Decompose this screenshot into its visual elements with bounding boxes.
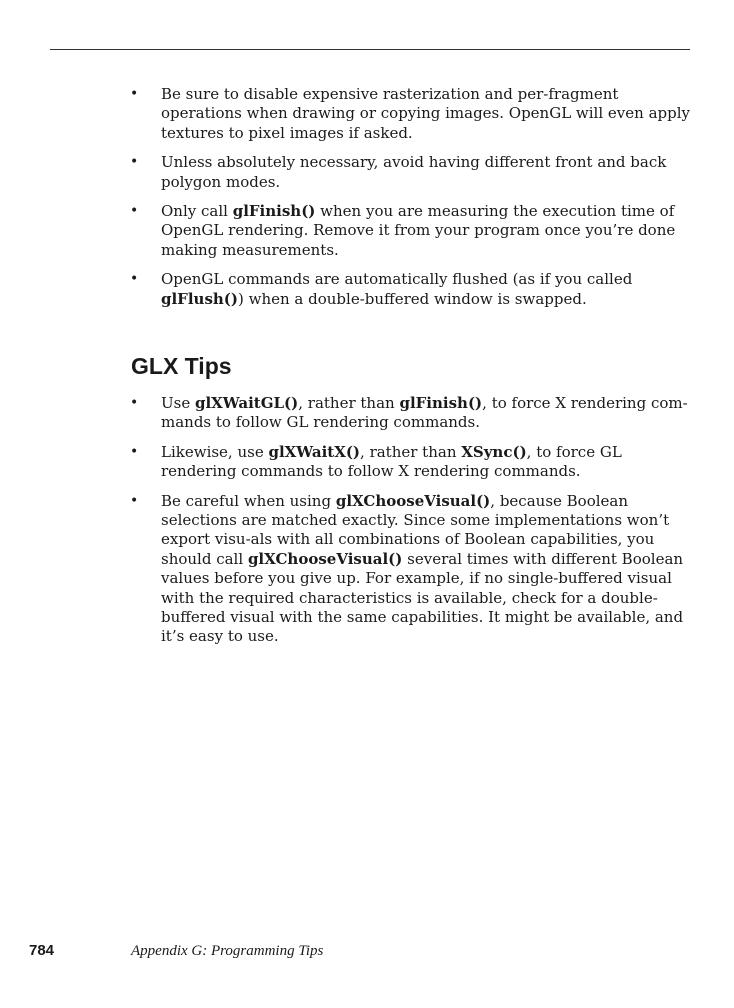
list-item	[130, 492, 692, 647]
bullet-icon: •	[130, 154, 139, 171]
text-run: Use	[161, 394, 195, 412]
text-run: Only call	[161, 202, 233, 221]
bullet-icon: •	[130, 492, 139, 509]
function-name: XSync()	[461, 442, 527, 461]
text-run: Be sure to disable expensive rasterization and per-fragment operations when drawing or copying images. OpenGL will even apply textures to pixel images if asked.	[161, 85, 690, 142]
list-item	[130, 202, 692, 260]
text-run: , to force GL rendering commands to follow X rendering commands.	[161, 442, 622, 481]
text-run: ) when a double-buffered window is swapped.	[238, 289, 587, 308]
function-name: glXWaitX()	[268, 442, 361, 461]
text-run: Unless absolutely necessary, avoid having different front and back polygon modes.	[161, 153, 667, 191]
item-text	[161, 85, 690, 142]
text-run: Likewise, use	[161, 442, 269, 461]
running-head: Appendix G: Programming Tips	[131, 943, 324, 959]
page-number: 784	[29, 942, 55, 959]
glx-tips-list	[130, 394, 692, 657]
text-run: , rather than	[360, 442, 462, 461]
item-text	[161, 153, 666, 190]
bullet-icon: •	[130, 443, 139, 460]
item-text	[161, 202, 675, 259]
bullet-icon: •	[130, 86, 139, 102]
list-item	[130, 153, 692, 192]
item-text	[161, 492, 683, 646]
text-run: , rather than	[298, 394, 400, 412]
text-run: OpenGL commands are automatically flushed (as if you called	[161, 270, 633, 289]
tips-list	[130, 85, 692, 319]
bullet-icon: •	[130, 395, 139, 411]
text-run: , to force X rendering com-mands to follow GL rendering commands.	[161, 394, 688, 432]
header-rule	[50, 49, 690, 50]
section-heading: GLX Tips	[131, 353, 232, 379]
function-name: glXChooseVisual()	[335, 491, 491, 510]
function-name: glFinish()	[399, 394, 483, 412]
bullet-icon: •	[130, 203, 139, 220]
page-footer	[0, 942, 734, 964]
list-item	[130, 443, 692, 482]
list-item	[130, 394, 692, 433]
text-run: , because Boolean selections are matched exactly. Since some implementations won’t export visu-als with all combinations of Boolean capabilities, you should call	[161, 491, 670, 568]
text-run: several times with different Boolean values before you give up. For example, if no single-buffered visual with the required characteristics is available, check for a double-buffered visual with the same capabilities. It might be available, and it’s easy to use.	[161, 549, 684, 646]
item-text	[161, 443, 622, 480]
bullet-icon: •	[130, 271, 139, 288]
text-run: when you are measuring the execution time of OpenGL rendering. Remove it from your program once you’re done making measurements.	[161, 202, 676, 259]
function-name: glFlush()	[161, 289, 238, 308]
item-text	[161, 394, 688, 431]
function-name: glXChooseVisual()	[247, 549, 403, 568]
function-name: glXWaitGL()	[194, 394, 299, 412]
list-item	[130, 85, 692, 143]
text-run: Be careful when using	[161, 491, 336, 510]
item-text	[161, 270, 632, 307]
list-item	[130, 270, 692, 309]
function-name: glFinish()	[232, 202, 316, 221]
